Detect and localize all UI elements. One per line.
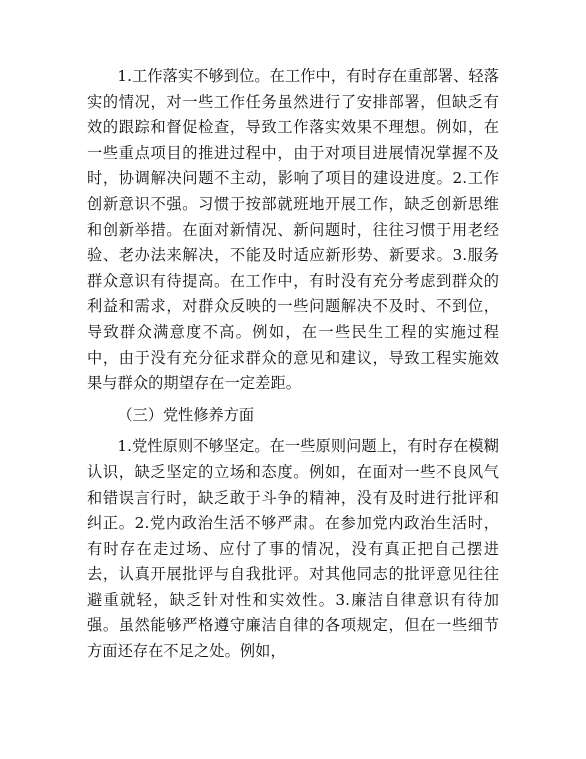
document-body: [87, 64, 499, 665]
section-heading-party-spirit: （三）党性修养方面: [117, 405, 255, 424]
paragraph-work-issues: 1.工作落实不够到位。在工作中，有时存在重部署、轻落实的情况，对一些工作任务虽然进行了安排部署，但缺乏有效的跟踪和督促检查，导致工作落实效果不理想。例如，在一些重点项目的推进过程中，由于对项目进展情况掌握不及时，协调解决问题不主动，影响了项目的建设进度。2.工作创新意识不强。习惯于按部就班地开展工作，缺乏创新思维和创新举措。在面对新情况、新问题时，往往习惯于用老经验、老办法来解决，不能及时适应新形势、新要求。3.服务群众意识有待提高。在工作中，有时没有充分考虑到群众的利益和需求，对群众反映的一些问题解决不及时、不到位，导致群众满意度不高。例如，在一些民生工程的实施过程中，由于没有充分征求群众的意见和建议，导致工程实施效果与群众的期望存在一定差距。: [87, 67, 499, 393]
paragraph-party-spirit-issues: 1.党性原则不够坚定。在一些原则问题上，有时存在模糊认识，缺乏坚定的立场和态度。例如，在面对一些不良风气和错误言行时，缺乏敢于斗争的精神，没有及时进行批评和纠正。2.党内政治生活不够严肃。在参加党内政治生活时，有时存在走过场、应付了事的情况，没有真正把自己摆进去，认真开展批评与自我批评。对其他同志的批评意见往往避重就轻，缺乏针对性和实效性。3.廉洁自律意识有待加强。虽然能够严格遵守廉洁自律的各项规定，但在一些细节方面还存在不足之处。例如，: [87, 437, 499, 661]
